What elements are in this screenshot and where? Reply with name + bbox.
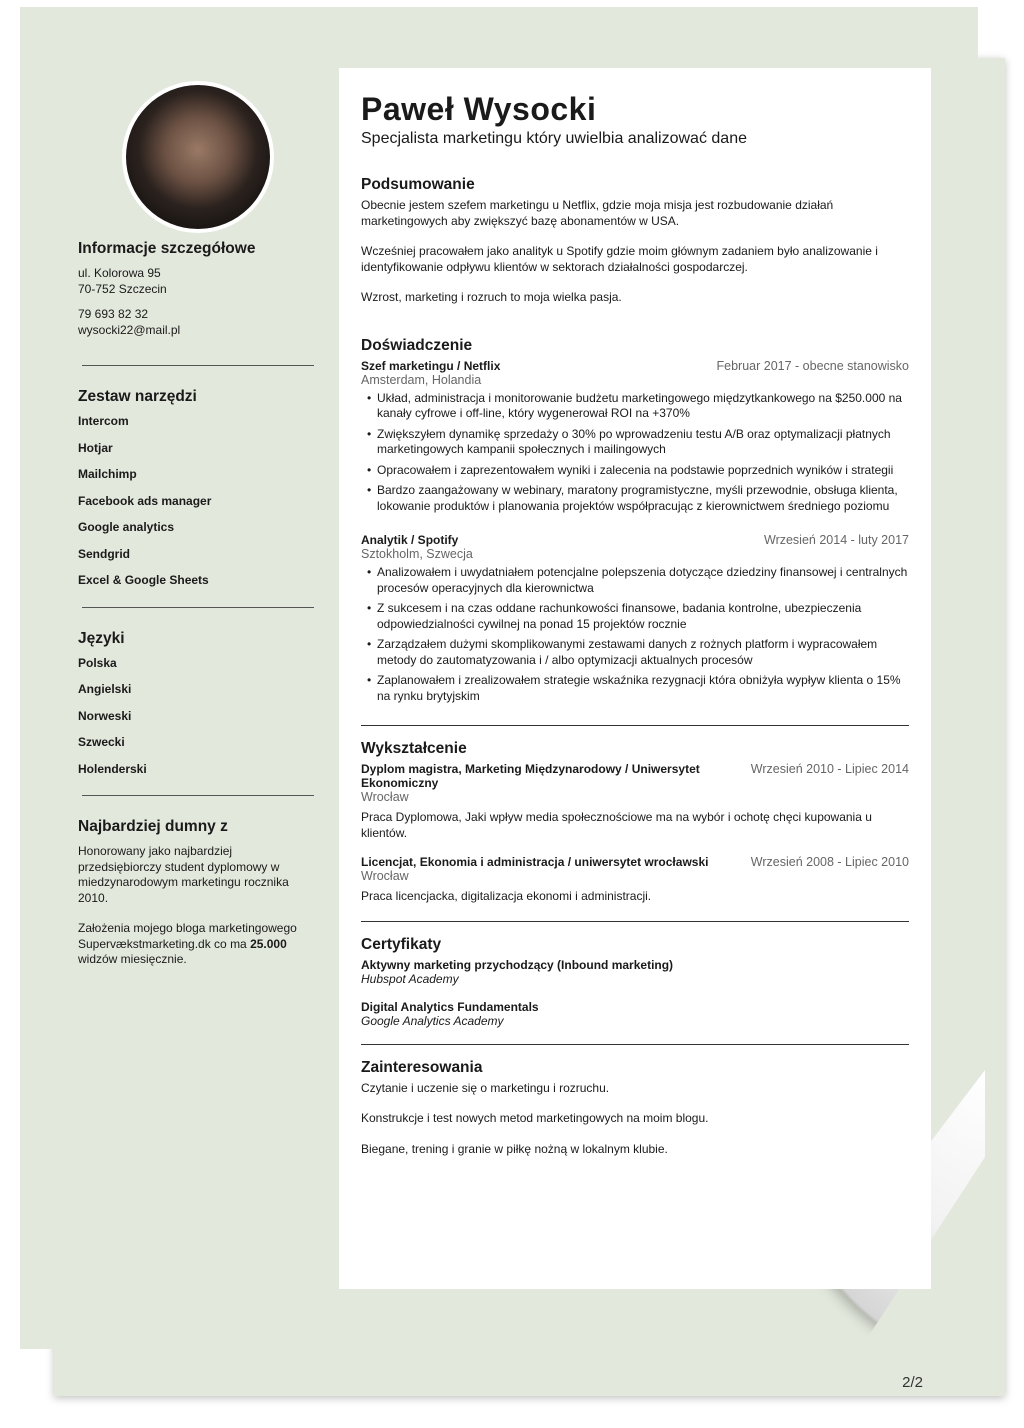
list-item: • Zarządzałem dużymi skomplikowanymi zestawami danych z rożnych platform i wypracowałem metody do zautomatyzowania i / albo optymizacji aktualnych procesów (369, 637, 909, 668)
proud-text-2b: widzów miesięcznie. (78, 952, 187, 966)
interests-p2: Konstrukcje i test nowych metod marketingowych na moim blogu. (361, 1111, 709, 1125)
proud-text-2 (78, 921, 318, 968)
degree-date: Wrzesień 2008 - Lipiec 2010 (750, 855, 909, 869)
summary-p3: Wzrost, marketing i rozruch to moja wielka pasja. (361, 290, 622, 304)
degree-location: Wrocław (361, 869, 409, 883)
tool-item: Google analytics (78, 520, 175, 534)
list-item: • Analizowałem i uwydatniałem potencjalne polepszenia dotyczące dziedziny finansowej i centralnych procesów operacyjnych dla kierownictwa (369, 565, 909, 596)
language-item: Holenderski (78, 761, 147, 776)
education-heading: Wykształcenie (361, 740, 467, 757)
list-item: • Zwiększyłem dynamikę sprzedaży o 30% po wprowadzeniu testu A/B oraz optymalizacji płatnych marketingowych kampanii społecznych i mailingowych (369, 427, 909, 458)
interests-p1: Czytanie i uczenie się o marketingu i rozruchu. (361, 1080, 610, 1095)
proud-text-2-bold: 25.000 (250, 936, 287, 951)
job-bullets (361, 565, 909, 704)
proud-text-2a: Założenia mojego bloga marketingowego Supervækstmarketing.dk co ma (78, 921, 297, 951)
summary-p2: Wcześniej pracowałem jako analityk u Spotify gdzie moim głównym zadaniem było analizowanie i identyfikowanie odpływu klientów w sektorach działalności gospodarczej. (361, 244, 878, 274)
job-location: Sztokholm, Szwecja (361, 547, 473, 561)
proud-heading: Najbardziej dumny z (78, 818, 228, 835)
job-header (361, 359, 909, 373)
sidebar (78, 240, 318, 968)
phone: 79 693 82 32 (78, 307, 149, 321)
degree-title: Dyplom magistra, Marketing Międzynarodowy / Uniwersytet Ekonomiczny (361, 762, 700, 790)
degree-location: Wrocław (361, 790, 409, 804)
language-item: Szwecki (78, 735, 125, 749)
certificate-issuer: Hubspot Academy (361, 971, 459, 986)
language-item: Norweski (78, 708, 132, 723)
tool-item: Sendgrid (78, 546, 131, 561)
degree-desc: Praca licencjacka, digitalizacja ekonomi i administracji. (361, 889, 652, 903)
list-item: • Układ, administracja i monitorowanie budżetu marketingowego międzytkankowego na $250.000 na kanały cyfrowe i off-line, który wygenerował ROI na +370% (369, 391, 909, 422)
address-line2: 70-752 Szczecin (78, 281, 167, 296)
tool-item: Excel & Google Sheets (78, 573, 209, 587)
education-header (361, 762, 909, 790)
summary-p1: Obecnie jestem szefem marketingu u Netflix, gdzie moja misja jest rozbudowanie działań marketingowych aby zwiększyć bazę abonamentów w USA. (361, 198, 834, 228)
interests-p3: Biegane, trening i granie w piłkę nożną w lokalnym klubie. (361, 1141, 668, 1156)
tool-item: Mailchimp (78, 467, 137, 481)
list-item: • Zaplanowałem i zrealizowałem strategie wskaźnika rezygnacji która obniżyła wypływ klienta o 15% na rynku brytyjskim (369, 673, 909, 704)
certificates-heading: Certyfikaty (361, 935, 442, 953)
job-header (361, 533, 909, 547)
list-item: • Bardzo zaangażowany w webinary, maratony programistyczne, myśli przewodnie, obsługa klienta, lokowanie produktów i planowania projektów współpracując z kierownictwem średniego poziomu (369, 483, 909, 514)
job-title: Szef marketingu / Netflix (361, 358, 501, 373)
address-line1: ul. Kolorowa 95 (78, 266, 161, 280)
tool-item: Intercom (78, 414, 129, 428)
certificate-name: Aktywny marketing przychodzący (Inbound marketing) (361, 957, 674, 972)
list-item: • Opracowałem i zaprezentowałem wyniki i zalecenia na podstawie poprzednich wyników i strategii (369, 463, 909, 479)
tool-item: Hotjar (78, 440, 113, 455)
main-panel (339, 68, 931, 1289)
summary-heading: Podsumowanie (361, 176, 475, 193)
language-item: Polska (78, 655, 117, 670)
person-name: Paweł Wysocki (361, 91, 597, 127)
tools-heading: Zestaw narzędzi (78, 388, 197, 405)
job-date: Wrzesień 2014 - luty 2017 (764, 533, 909, 547)
details-heading: Informacje szczegółowe (78, 240, 256, 257)
job-title: Analytik / Spotify (361, 533, 459, 547)
job-location: Amsterdam, Holandia (361, 372, 482, 387)
degree-date: Wrzesień 2010 - Lipiec 2014 (750, 762, 909, 776)
certificate-name: Digital Analytics Fundamentals (361, 999, 539, 1014)
interests-heading: Zainteresowania (361, 1058, 483, 1076)
list-item: • Z sukcesem i na czas oddane rachunkowości finansowe, badania kontrolne, ubezpieczenia odpowiedzialności cywilnej na ponad 15 projektów rocznie (369, 601, 909, 632)
language-item: Angielski (78, 682, 132, 696)
email: wysocki22@mail.pl (78, 322, 181, 337)
avatar (126, 85, 270, 229)
job-bullets (361, 391, 909, 515)
certificate-issuer: Google Analytics Academy (361, 1013, 504, 1028)
tagline: Specjalista marketingu który uwielbia analizować dane (361, 130, 747, 147)
degree-title: Licencjat, Ekonomia i administracja / uniwersytet wrocławski (361, 855, 709, 869)
tool-item: Facebook ads manager (78, 493, 212, 508)
proud-text-1: Honorowany jako najbardziej przedsiębiorczy student dyplomowy w miedzynarodowym marketingu rocznika 2010. (78, 844, 289, 905)
page-number: 2/2 (902, 1374, 923, 1391)
experience-heading: Doświadczenie (361, 336, 473, 354)
education-header (361, 855, 909, 869)
profile-photo (122, 81, 274, 233)
languages-heading: Języki (78, 629, 125, 647)
job-date: Februar 2017 - obecne stanowisko (716, 358, 909, 373)
degree-desc: Praca Dyplomowa, Jaki wpływ media społecznościowe ma na wybór i ochotę chęci kupowania u klientów. (361, 810, 872, 840)
